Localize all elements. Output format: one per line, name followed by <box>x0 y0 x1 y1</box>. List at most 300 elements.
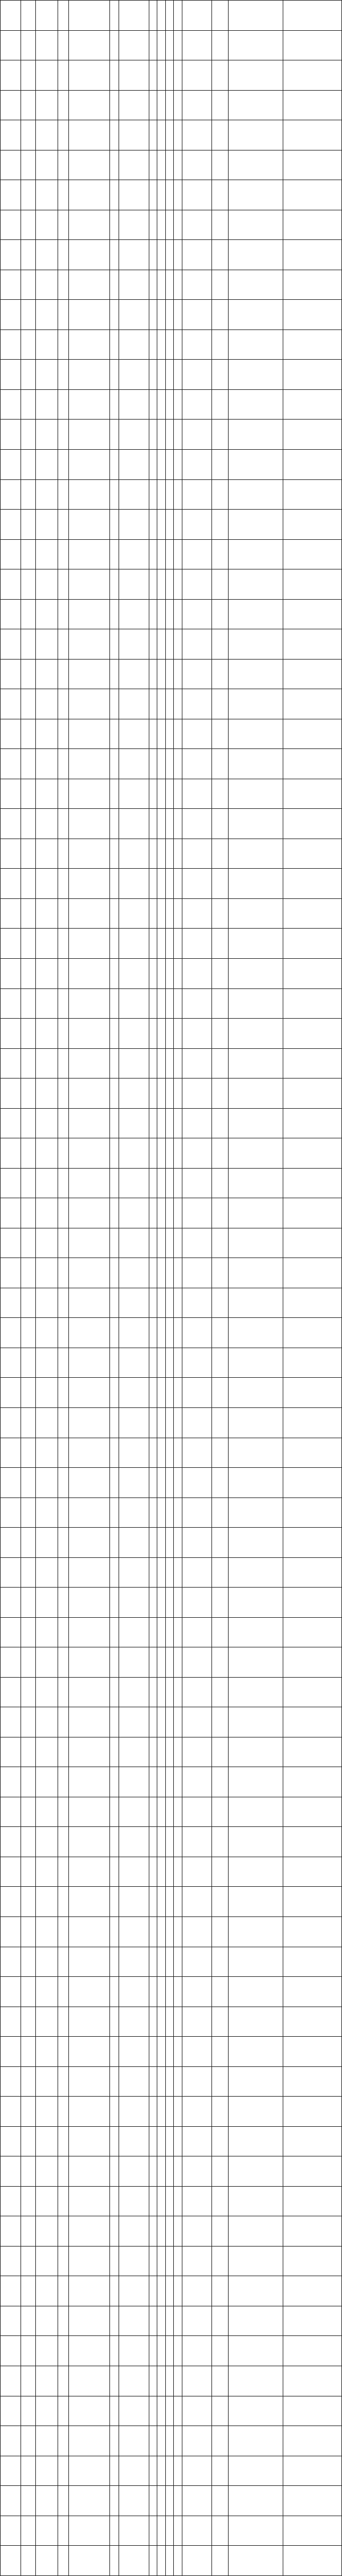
table-cell <box>229 1 283 31</box>
table-cell <box>157 360 165 390</box>
table-cell <box>109 1737 119 1767</box>
table-cell <box>36 420 58 450</box>
table-cell <box>165 420 173 450</box>
table-row <box>1 30 342 60</box>
table-row <box>1 270 342 300</box>
table-cell <box>182 719 212 749</box>
table-cell <box>58 869 68 899</box>
table-cell <box>157 2246 165 2276</box>
table-cell <box>36 629 58 660</box>
table-cell <box>21 2246 35 2276</box>
table-cell <box>157 2126 165 2156</box>
table-cell <box>149 1168 157 1198</box>
table-cell <box>36 779 58 809</box>
table-cell <box>21 629 35 660</box>
table-row <box>1 389 342 420</box>
table-cell <box>68 2426 109 2456</box>
table-cell <box>165 1588 173 1618</box>
table-cell <box>182 2276 212 2306</box>
table-cell <box>165 1407 173 1438</box>
table-cell <box>229 30 283 60</box>
table-cell <box>165 659 173 689</box>
table-cell <box>165 1138 173 1169</box>
table-cell <box>1 1348 21 1378</box>
table-cell <box>68 1827 109 1857</box>
table-cell <box>182 270 212 300</box>
table-row <box>1 449 342 479</box>
table-cell <box>283 479 341 510</box>
table-row <box>1 2007 342 2037</box>
table-cell <box>119 1198 149 1228</box>
table-cell <box>165 2126 173 2156</box>
table-cell <box>229 1198 283 1228</box>
table-row <box>1 1168 342 1198</box>
table-cell <box>21 689 35 719</box>
table-cell <box>157 2456 165 2486</box>
table-cell <box>212 1917 229 1947</box>
table-cell <box>174 2336 182 2366</box>
table-cell <box>229 2546 283 2576</box>
table-cell <box>182 1228 212 1258</box>
table-cell <box>58 2396 68 2426</box>
table-cell <box>1 569 21 600</box>
table-cell <box>1 1288 21 1318</box>
table-cell <box>36 749 58 779</box>
table-row <box>1 120 342 150</box>
table-cell <box>68 1528 109 1558</box>
table-cell <box>109 1438 119 1468</box>
table-cell <box>119 2426 149 2456</box>
table-cell <box>21 30 35 60</box>
table-cell <box>229 1528 283 1558</box>
table-cell <box>182 1108 212 1138</box>
table-row <box>1 1767 342 1797</box>
table-cell <box>283 719 341 749</box>
table-cell <box>21 150 35 180</box>
table-cell <box>21 929 35 959</box>
table-cell <box>174 1497 182 1528</box>
table-cell <box>174 210 182 240</box>
table-cell <box>229 300 283 330</box>
table-row <box>1 1617 342 1647</box>
table-cell <box>58 719 68 749</box>
table-cell <box>119 120 149 150</box>
table-cell <box>283 959 341 989</box>
table-cell <box>212 420 229 450</box>
table-cell <box>58 2336 68 2366</box>
table-cell <box>212 1707 229 1737</box>
table-cell <box>157 120 165 150</box>
table-cell <box>283 1378 341 1408</box>
table-cell <box>229 150 283 180</box>
table-cell <box>149 2216 157 2247</box>
table-cell <box>68 749 109 779</box>
table-cell <box>229 1168 283 1198</box>
table-cell <box>36 2306 58 2336</box>
table-cell <box>36 2097 58 2127</box>
table-cell <box>157 599 165 629</box>
table-cell <box>174 719 182 749</box>
table-cell <box>1 1588 21 1618</box>
table-cell <box>21 1168 35 1198</box>
table-cell <box>68 809 109 839</box>
table-cell <box>212 2126 229 2156</box>
table-cell <box>1 30 21 60</box>
table-cell <box>182 929 212 959</box>
table-cell <box>174 329 182 360</box>
table-cell <box>58 1737 68 1767</box>
table-cell <box>58 2546 68 2576</box>
table-cell <box>182 2456 212 2486</box>
table-cell <box>21 1 35 31</box>
table-cell <box>1 779 21 809</box>
table-cell <box>119 510 149 540</box>
table-cell <box>212 2336 229 2366</box>
table-cell <box>157 1198 165 1228</box>
table-cell <box>36 1348 58 1378</box>
table-cell <box>109 2546 119 2576</box>
table-row <box>1 1228 342 1258</box>
table-cell <box>229 1617 283 1647</box>
table-cell <box>21 869 35 899</box>
table-cell <box>182 1588 212 1618</box>
table-cell <box>174 2246 182 2276</box>
table-cell <box>229 1048 283 1079</box>
table-cell <box>36 150 58 180</box>
table-cell <box>109 659 119 689</box>
table-cell <box>58 988 68 1019</box>
table-cell <box>229 449 283 479</box>
table-cell <box>149 210 157 240</box>
table-cell <box>149 2486 157 2516</box>
table-cell <box>36 959 58 989</box>
table-cell <box>149 1797 157 1827</box>
table-cell <box>119 599 149 629</box>
table-cell <box>1 479 21 510</box>
table-row <box>1 2486 342 2516</box>
table-cell <box>229 1827 283 1857</box>
table-cell <box>212 1557 229 1588</box>
table-cell <box>119 839 149 869</box>
table-cell <box>109 1528 119 1558</box>
table-cell <box>283 898 341 929</box>
table-cell <box>174 1528 182 1558</box>
table-row <box>1 479 342 510</box>
table-cell <box>36 1827 58 1857</box>
table-cell <box>212 60 229 91</box>
table-cell <box>174 1198 182 1228</box>
table-cell <box>21 1228 35 1258</box>
table-cell <box>1 1528 21 1558</box>
table-cell <box>212 2396 229 2426</box>
table-cell <box>119 1438 149 1468</box>
table-cell <box>58 1797 68 1827</box>
table-cell <box>109 120 119 150</box>
table-cell <box>109 1857 119 1887</box>
table-cell <box>119 1407 149 1438</box>
table-cell <box>157 629 165 660</box>
table-cell <box>68 1917 109 1947</box>
table-cell <box>68 2456 109 2486</box>
table-cell <box>157 1767 165 1797</box>
table-row <box>1 1528 342 1558</box>
table-cell <box>283 1977 341 2007</box>
table-cell <box>229 1857 283 1887</box>
table-cell <box>165 1048 173 1079</box>
table-cell <box>119 479 149 510</box>
table-cell <box>157 569 165 600</box>
table-cell <box>58 1977 68 2007</box>
table-cell <box>212 1048 229 1079</box>
table-cell <box>165 1438 173 1468</box>
table-cell <box>283 449 341 479</box>
table-cell <box>149 1258 157 1288</box>
table-cell <box>58 30 68 60</box>
table-cell <box>157 719 165 749</box>
table-cell <box>58 1557 68 1588</box>
table-cell <box>182 659 212 689</box>
table-cell <box>229 479 283 510</box>
table-cell <box>68 1737 109 1767</box>
table-cell <box>119 2456 149 2486</box>
table-cell <box>109 1079 119 1109</box>
table-row <box>1 1647 342 1678</box>
table-cell <box>21 1288 35 1318</box>
table-cell <box>58 1 68 31</box>
table-cell <box>174 2426 182 2456</box>
table-cell <box>149 2246 157 2276</box>
table-cell <box>182 1048 212 1079</box>
table-cell <box>119 1797 149 1827</box>
table-cell <box>21 719 35 749</box>
table-cell <box>165 1348 173 1378</box>
table-cell <box>149 1767 157 1797</box>
table-cell <box>58 449 68 479</box>
table-cell <box>229 869 283 899</box>
table-cell <box>36 2246 58 2276</box>
table-cell <box>229 2156 283 2187</box>
table-cell <box>109 1168 119 1198</box>
table-cell <box>283 120 341 150</box>
table-cell <box>165 150 173 180</box>
table-cell <box>109 449 119 479</box>
table-cell <box>212 2007 229 2037</box>
table-cell <box>182 1647 212 1678</box>
table-cell <box>174 479 182 510</box>
table-cell <box>165 270 173 300</box>
table-cell <box>212 779 229 809</box>
table-cell <box>229 2126 283 2156</box>
table-cell <box>109 1 119 31</box>
table-cell <box>109 2007 119 2037</box>
table-cell <box>149 659 157 689</box>
table-cell <box>174 1977 182 2007</box>
table-cell <box>165 2216 173 2247</box>
table-cell <box>157 1528 165 1558</box>
table-cell <box>212 449 229 479</box>
table-cell <box>21 1497 35 1528</box>
table-cell <box>149 329 157 360</box>
table-cell <box>68 2546 109 2576</box>
table-cell <box>1 2306 21 2336</box>
table-cell <box>149 1288 157 1318</box>
table-cell <box>119 659 149 689</box>
table-cell <box>165 2306 173 2336</box>
table-cell <box>21 839 35 869</box>
table-cell <box>165 569 173 600</box>
table-cell <box>1 1407 21 1438</box>
table-row <box>1 1 342 31</box>
table-cell <box>149 1737 157 1767</box>
table-cell <box>165 210 173 240</box>
table-cell <box>165 1528 173 1558</box>
table-cell <box>283 30 341 60</box>
table-cell <box>1 1198 21 1228</box>
table-cell <box>21 1528 35 1558</box>
table-cell <box>1 120 21 150</box>
table-cell <box>119 60 149 91</box>
table-cell <box>283 1707 341 1737</box>
table-cell <box>157 30 165 60</box>
table-cell <box>21 2007 35 2037</box>
table-cell <box>182 420 212 450</box>
table-cell <box>36 1887 58 1917</box>
table-cell <box>182 2156 212 2187</box>
table-cell <box>109 1617 119 1647</box>
table-row <box>1 1917 342 1947</box>
table-cell <box>58 1198 68 1228</box>
table-cell <box>68 1468 109 1498</box>
table-cell <box>68 1588 109 1618</box>
table-cell <box>229 1318 283 1348</box>
table-cell <box>283 2246 341 2276</box>
table-cell <box>109 2186 119 2216</box>
table-cell <box>119 1168 149 1198</box>
table-cell <box>58 240 68 270</box>
table-cell <box>36 1468 58 1498</box>
table-cell <box>174 360 182 390</box>
table-cell <box>68 360 109 390</box>
table-row <box>1 2456 342 2486</box>
table-cell <box>229 1468 283 1498</box>
table-cell <box>174 1079 182 1109</box>
table-cell <box>174 898 182 929</box>
table-cell <box>1 1767 21 1797</box>
table-cell <box>36 869 58 899</box>
table-cell <box>149 120 157 150</box>
table-cell <box>157 1378 165 1408</box>
table-cell <box>165 1917 173 1947</box>
table-cell <box>165 120 173 150</box>
table-cell <box>58 2426 68 2456</box>
table-row <box>1 2037 342 2067</box>
table-cell <box>212 1378 229 1408</box>
table-cell <box>212 1497 229 1528</box>
table-cell <box>149 1497 157 1528</box>
table-cell <box>212 90 229 120</box>
table-cell <box>119 2066 149 2097</box>
table-cell <box>58 929 68 959</box>
table-cell <box>165 2007 173 2037</box>
table-cell <box>157 2516 165 2546</box>
table-row <box>1 719 342 749</box>
table-cell <box>1 659 21 689</box>
table-cell <box>109 898 119 929</box>
table-cell <box>149 689 157 719</box>
table-cell <box>36 2546 58 2576</box>
table-cell <box>109 510 119 540</box>
table-cell <box>1 90 21 120</box>
table-cell <box>119 270 149 300</box>
table-cell <box>229 1557 283 1588</box>
table-cell <box>149 629 157 660</box>
table-cell <box>109 2066 119 2097</box>
table-cell <box>1 869 21 899</box>
table-cell <box>283 2066 341 2097</box>
table-cell <box>283 1677 341 1707</box>
table-cell <box>1 929 21 959</box>
table-cell <box>119 1048 149 1079</box>
table-cell <box>174 779 182 809</box>
table-cell <box>157 1318 165 1348</box>
table-cell <box>36 1677 58 1707</box>
table-row <box>1 2216 342 2247</box>
table-cell <box>58 1617 68 1647</box>
table-cell <box>174 2516 182 2546</box>
table-cell <box>165 1617 173 1647</box>
table-cell <box>229 599 283 629</box>
table-row <box>1 2156 342 2187</box>
table-cell <box>165 2516 173 2546</box>
table-cell <box>182 2366 212 2396</box>
table-cell <box>149 1138 157 1169</box>
table-cell <box>1 510 21 540</box>
table-cell <box>212 150 229 180</box>
table-cell <box>68 2306 109 2336</box>
table-cell <box>58 1497 68 1528</box>
table-cell <box>58 300 68 330</box>
table-cell <box>165 1468 173 1498</box>
table-cell <box>109 1557 119 1588</box>
table-row <box>1 1019 342 1049</box>
table-cell <box>157 180 165 210</box>
table-cell <box>119 869 149 899</box>
table-cell <box>68 479 109 510</box>
table-cell <box>165 1318 173 1348</box>
table-cell <box>229 2216 283 2247</box>
table-cell <box>182 809 212 839</box>
table-cell <box>1 2007 21 2037</box>
table-cell <box>283 2126 341 2156</box>
table-cell <box>1 1707 21 1737</box>
table-cell <box>36 659 58 689</box>
table-cell <box>157 1228 165 1258</box>
table-cell <box>68 599 109 629</box>
table-cell <box>149 1318 157 1348</box>
table-cell <box>174 180 182 210</box>
table-cell <box>283 1 341 31</box>
table-cell <box>109 1228 119 1258</box>
table-cell <box>109 1588 119 1618</box>
table-cell <box>36 929 58 959</box>
table-cell <box>182 1497 212 1528</box>
table-cell <box>212 2246 229 2276</box>
table-row <box>1 2276 342 2306</box>
table-cell <box>36 120 58 150</box>
table-cell <box>58 1378 68 1408</box>
table-cell <box>229 2456 283 2486</box>
table-cell <box>68 1378 109 1408</box>
